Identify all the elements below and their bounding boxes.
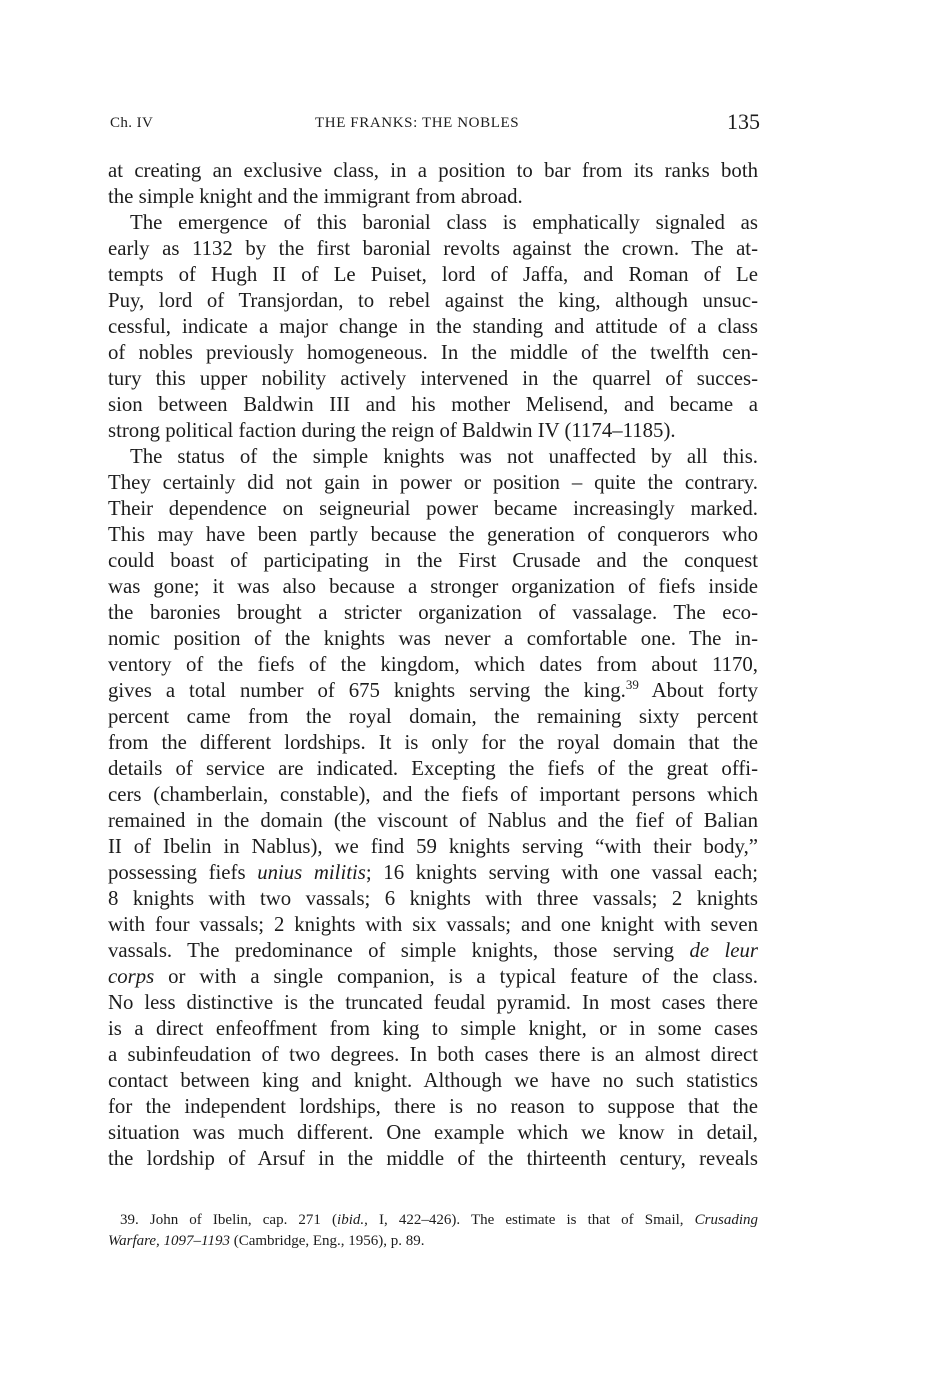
- text-line: [108, 1042, 758, 1068]
- italic-text: de leur: [689, 939, 758, 962]
- text-line: [108, 1068, 758, 1094]
- text-line: [108, 158, 758, 184]
- text-line: [108, 574, 758, 600]
- text-line: [108, 730, 758, 756]
- text-line: [108, 392, 758, 418]
- text-segment: early as 1132 by the first baronial revolts against the crown. The at-: [108, 237, 758, 260]
- text-segment: gives a total number of 675 knights serving the king.: [108, 679, 626, 702]
- text-segment: II of Ibelin in Nablus), we find 59 knights serving “with their body,”: [108, 835, 758, 858]
- text-segment: 39. John of Ibelin, cap. 271 (: [120, 1212, 338, 1228]
- text-line: [108, 340, 758, 366]
- text-line: [108, 184, 758, 210]
- text-line: [108, 236, 758, 262]
- italic-text: ibid.: [337, 1212, 365, 1228]
- text-segment: vassals. The predominance of simple knights, those serving: [108, 939, 690, 962]
- text-line: [108, 808, 758, 834]
- text-segment: remained in the domain (the viscount of Nablus and the fief of Balian: [108, 809, 758, 832]
- text-segment: with four vassals; 2 knights with six vassals; and one knight with seven: [108, 913, 758, 936]
- text-segment: or with a single companion, is a typical feature of the class.: [154, 965, 758, 988]
- text-segment: cers (chamberlain, constable), and the fiefs of important persons which: [108, 783, 758, 806]
- text-line: [108, 834, 758, 860]
- text-segment: , I, 422–426). The estimate is that of Smail,: [364, 1212, 695, 1228]
- text-line: [108, 964, 758, 990]
- running-head: [110, 109, 760, 138]
- text-segment: About forty: [638, 679, 758, 702]
- text-segment: possessing fiefs: [108, 861, 258, 884]
- footnotes: [108, 1210, 758, 1252]
- text-line: [108, 1120, 758, 1146]
- text-line: [108, 288, 758, 314]
- text-segment: the simple knight and the immigrant from abroad.: [108, 185, 523, 208]
- text-line: [108, 210, 758, 236]
- page-number: 135: [727, 109, 760, 134]
- text-line: [108, 990, 758, 1016]
- footnote-line: [108, 1231, 758, 1252]
- text-segment: They certainly did not gain in power or position – quite the contrary.: [108, 471, 758, 494]
- text-line: [108, 418, 758, 444]
- text-line: [108, 756, 758, 782]
- footnote-reference: 39: [625, 677, 639, 693]
- text-line: [108, 1094, 758, 1120]
- text-segment: from the different lordships. It is only for the royal domain that the: [108, 731, 758, 754]
- footnote-line: [108, 1210, 758, 1231]
- text-line: [108, 470, 758, 496]
- italic-text: Warfare, 1097–1193: [108, 1233, 230, 1249]
- text-segment: Puy, lord of Transjordan, to rebel against the king, although unsuc-: [108, 289, 758, 312]
- text-segment: details of service are indicated. Excepting the fiefs of the great offi-: [108, 757, 758, 780]
- text-segment: nomic position of the knights was never a comfortable one. The in-: [108, 627, 758, 650]
- text-segment: (Cambridge, Eng., 1956), p. 89.: [229, 1233, 425, 1249]
- text-line: [108, 496, 758, 522]
- text-segment: ; 16 knights serving with one vassal each;: [365, 861, 758, 884]
- text-line: [108, 626, 758, 652]
- text-segment: No less distinctive is the truncated feudal pyramid. In most cases there: [108, 991, 758, 1014]
- text-segment: cessful, indicate a major change in the standing and attitude of a class: [108, 315, 758, 338]
- text-segment: strong political faction during the reign of Baldwin IV (1174–1185).: [108, 419, 676, 442]
- text-line: [108, 366, 758, 392]
- body-text: [108, 158, 758, 1172]
- text-segment: of nobles previously homogeneous. In the middle of the twelfth cen-: [108, 341, 758, 364]
- text-line: [108, 860, 758, 886]
- text-segment: Their dependence on seigneurial power became increasingly marked.: [108, 497, 758, 520]
- chapter-label: Ch. IV: [110, 115, 154, 131]
- text-segment: the lordship of Arsuf in the middle of the thirteenth century, reveals: [108, 1147, 758, 1170]
- text-line: [108, 548, 758, 574]
- text-line: [108, 1146, 758, 1172]
- text-segment: percent came from the royal domain, the remaining sixty percent: [108, 705, 758, 728]
- text-segment: ventory of the fiefs of the kingdom, which dates from about 1170,: [108, 653, 758, 676]
- text-line: [108, 444, 758, 470]
- text-segment: sion between Baldwin III and his mother Melisend, and became a: [108, 393, 758, 416]
- text-line: [108, 704, 758, 730]
- text-line: [108, 886, 758, 912]
- text-segment: could boast of participating in the First Crusade and the conquest: [108, 549, 758, 572]
- text-line: [108, 782, 758, 808]
- text-segment: The status of the simple knights was not unaffected by all this.: [130, 445, 758, 468]
- text-segment: was gone; it was also because a stronger organization of fiefs inside: [108, 575, 758, 598]
- text-segment: 8 knights with two vassals; 6 knights with three vassals; 2 knights: [108, 887, 758, 910]
- text-line: [108, 522, 758, 548]
- text-segment: at creating an exclusive class, in a position to bar from its ranks both: [108, 159, 758, 182]
- text-segment: a subinfeudation of two degrees. In both cases there is an almost direct: [108, 1043, 758, 1066]
- running-title: THE FRANKS: THE NOBLES: [315, 115, 520, 131]
- text-segment: the baronies brought a stricter organization of vassalage. The eco-: [108, 601, 758, 624]
- text-line: [108, 314, 758, 340]
- text-segment: is a direct enfeoffment from king to simple knight, or in some cases: [108, 1017, 758, 1040]
- text-line: [108, 912, 758, 938]
- text-segment: This may have been partly because the generation of conquerors who: [108, 523, 758, 546]
- italic-text: unius militis: [257, 861, 366, 884]
- italic-text: corps: [108, 965, 155, 988]
- text-line: [108, 600, 758, 626]
- italic-text: Crusading: [694, 1212, 758, 1228]
- text-segment: The emergence of this baronial class is emphatically signaled as: [130, 211, 758, 234]
- text-line: [108, 652, 758, 678]
- text-line: [108, 262, 758, 288]
- text-segment: contact between king and knight. Although we have no such statistics: [108, 1069, 758, 1092]
- text-segment: tempts of Hugh II of Le Puiset, lord of Jaffa, and Roman of Le: [108, 263, 758, 286]
- text-segment: situation was much different. One example which we know in detail,: [108, 1121, 758, 1144]
- text-line: [108, 678, 758, 704]
- text-segment: tury this upper nobility actively intervened in the quarrel of succes-: [108, 367, 758, 390]
- text-line: [108, 1016, 758, 1042]
- text-segment: for the independent lordships, there is no reason to suppose that the: [108, 1095, 758, 1118]
- text-line: [108, 938, 758, 964]
